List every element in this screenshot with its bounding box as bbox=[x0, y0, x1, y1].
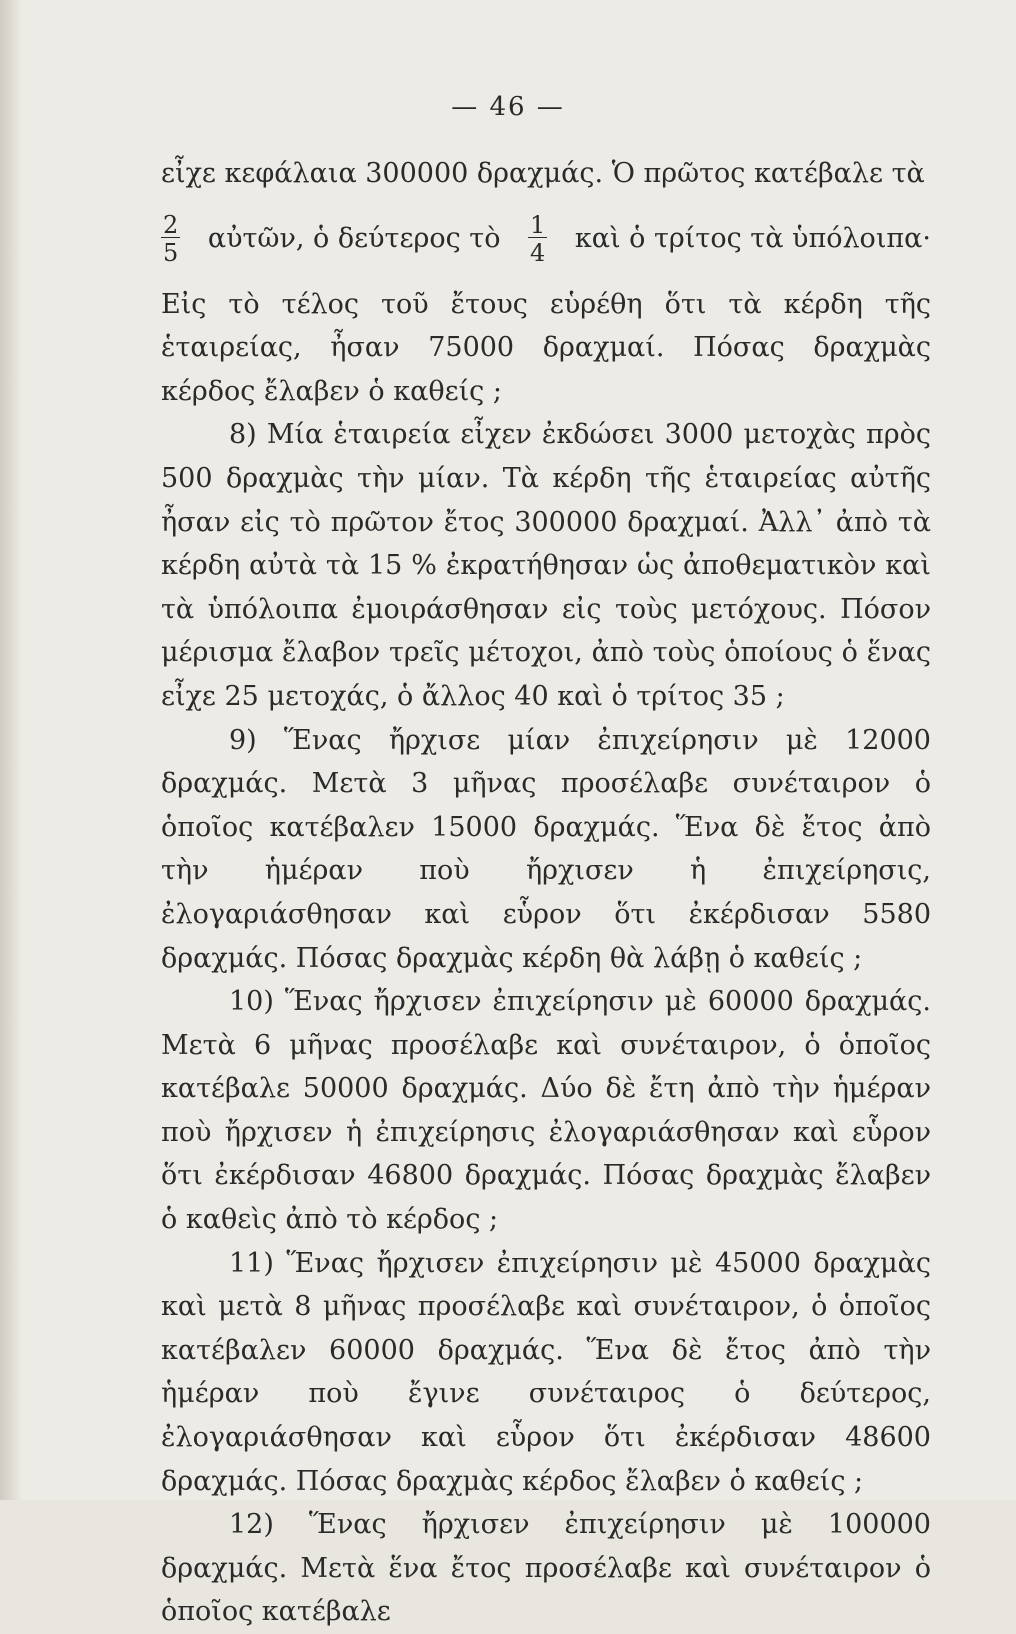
fraction-denominator: 5 bbox=[163, 239, 179, 268]
binding-edge bbox=[0, 0, 22, 1500]
fraction-one-quarter bbox=[528, 211, 547, 268]
problem-7-rest: Εἰς τὸ τέλος τοῦ ἔτους εὑρέθη ὅτι τὰ κέρδη τῆς ἑταιρείας, ἦσαν 75000 δραχμαί. Πόσας δραχμὰς κέρδος ἔλαβεν ὁ καθείς ; bbox=[161, 288, 931, 407]
problem-10: 10) Ἕνας ἤρχισεν ἐπιχείρησιν μὲ 60000 δραχμάς. Μετὰ 6 μῆνας προσέλαβε καὶ συνέταιρον, ὁ ὁποῖος κατέβαλε 50000 δραχμάς. Δύο δὲ ἔτη ἀπὸ τὴν ἡμέραν ποὺ ἤρχισεν ἡ ἐπιχείρησις ἐλογαριάσθησαν καὶ εὗρον ὅτι ἐκέρδισαν 46800 δραχμάς. Πόσας δραχμὰς ἔλαβεν ὁ καθεὶς ἀπὸ τὸ κέρδος ; bbox=[161, 986, 931, 1236]
fraction-numerator: 2 bbox=[163, 211, 179, 240]
fraction-line bbox=[161, 196, 931, 283]
fraction-two-fifths bbox=[161, 211, 180, 268]
page-text bbox=[161, 152, 931, 1634]
fraction-denominator: 4 bbox=[530, 239, 546, 268]
problem-12: 12) Ἕνας ἤρχισεν ἐπιχείρησιν μὲ 100000 δραχμάς. Μετὰ ἕνα ἔτος προσέλαβε καὶ συνέταιρον ὁ ὁποῖος κατέβαλε bbox=[161, 1509, 931, 1628]
fraction-line-text: αὐτῶν, ὁ δεύτερος τὸ bbox=[207, 223, 501, 255]
page-number: — 46 — bbox=[451, 92, 565, 122]
continued-line: εἶχε κεφάλαια 300000 δραχμάς. Ὁ πρῶτος κατέβαλε τὰ bbox=[161, 158, 925, 189]
fraction-numerator: 1 bbox=[530, 211, 546, 240]
fraction-line-end: καὶ ὁ τρίτος τὰ ὑπόλοιπα· bbox=[574, 223, 931, 255]
problem-11: 11) Ἕνας ἤρχισεν ἐπιχείρησιν μὲ 45000 δραχμὰς καὶ μετὰ 8 μῆνας προσέλαβε καὶ συνέταιρον, ὁ ὁποῖος κατέβαλεν 60000 δραχμάς. Ἕνα δὲ ἔτος ἀπὸ τὴν ἡμέραν ποὺ ἔγινε συνέταιρος ὁ δεύτερος, ἐλογαριάσθησαν καὶ εὗρον ὅτι ἐκέρδισαν 48600 δραχμάς. Πόσας δραχμὰς κέρδος ἔλαβεν ὁ καθείς ; bbox=[161, 1247, 931, 1497]
problem-8: 8) Μία ἑταιρεία εἶχεν ἐκδώσει 3000 μετοχὰς πρὸς 500 δραχμὰς τὴν μίαν. Τὰ κέρδη τῆς ἑταιρείας αὐτῆς ἦσαν εἰς τὸ πρῶτον ἔτος 300000 δραχμαί. Ἀλλ᾿ ἀπὸ τὰ κέρδη αὐτὰ τὰ 15 % ἐκρατήθησαν ὡς ἀποθεματικὸν καὶ τὰ ὑπόλοιπα ἐμοιράσθησαν εἰς τοὺς μετόχους. Πόσον μέρισμα ἔλαβον τρεῖς μέτοχοι, ἀπὸ τοὺς ὁποίους ὁ ἕνας εἶχε 25 μετοχάς, ὁ ἄλλος 40 καὶ ὁ τρίτος 35 ; bbox=[161, 419, 931, 712]
problem-9: 9) Ἕνας ἤρχισε μίαν ἐπιχείρησιν μὲ 12000 δραχμάς. Μετὰ 3 μῆνας προσέλαβε συνέταιρον ὁ ὁποῖος κατέβαλεν 15000 δραχμάς. Ἕνα δὲ ἔτος ἀπὸ τὴν ἡμέραν ποὺ ἤρχισεν ἡ ἐπιχείρησις, ἐλογαριάσθησαν καὶ εὗρον ὅτι ἐκέρδισαν 5580 δραχμάς. Πόσας δραχμὰς κέρδη θὰ λάβῃ ὁ καθείς ; bbox=[161, 724, 931, 974]
